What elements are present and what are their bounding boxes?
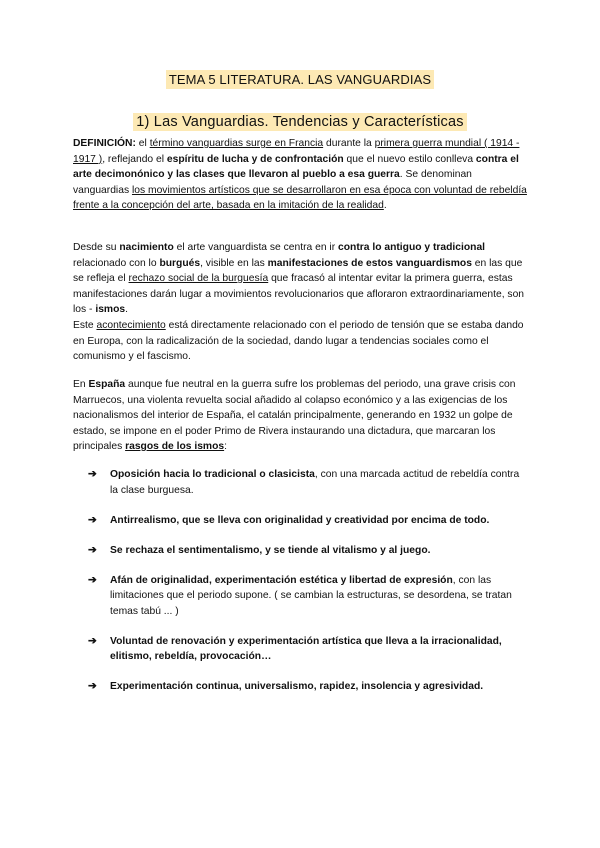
bold-text: ismos	[95, 304, 126, 315]
list-item	[88, 543, 528, 559]
section-heading: 1) Las Vanguardias. Tendencias y Características	[133, 113, 466, 131]
text-span: , reflejando el	[102, 153, 167, 165]
bold-text: Se rechaza el sentimentalismo, y se tiende al vitalismo y al juego.	[110, 544, 431, 556]
list-item	[88, 679, 528, 695]
bold-underlined-text: rasgos de los ismos	[125, 441, 225, 452]
bold-text: Antirrealismo, que se lleva con originalidad y creatividad por encima de todo.	[110, 514, 490, 526]
underlined-text: primera guerra mundial ( 1914 - 1917 )	[73, 138, 520, 165]
paragraph-definition	[73, 136, 528, 214]
text-span: que fracasó al intentar evitar la primera guerra, estas manifestaciones darán lugar a movimientos revolucionarios que afloraron extraordinariamente, son los -	[73, 273, 525, 315]
text-span: , visible en las	[200, 257, 268, 269]
bold-text: nacimiento	[119, 242, 174, 253]
text-span: que el nuevo estilo conlleva	[343, 153, 476, 165]
arrow-bullet-icon: ➔	[88, 469, 97, 480]
traits-list	[88, 467, 528, 709]
text-span: el	[135, 138, 150, 149]
bold-text: contra lo antiguo y tradicional	[338, 242, 486, 253]
text-span: :	[224, 441, 227, 452]
list-item	[88, 573, 528, 620]
paragraph-origin	[73, 240, 528, 318]
subtitle-block	[0, 113, 600, 131]
text-span: .	[383, 200, 387, 211]
definition-label: DEFINICIÓN:	[73, 138, 136, 149]
paragraph-spain	[73, 377, 528, 455]
bold-text: manifestaciones de estos vanguardismos	[267, 257, 472, 269]
bold-text: Afán de originalidad, experimentación estética y libertad de expresión	[110, 574, 453, 586]
text-span: , con las limitaciones que el periodo supone. ( se cambian la estructuras, se desordena, se tratan temas tabú ... )	[110, 574, 512, 617]
underlined-text: acontecimiento	[96, 320, 166, 331]
text-span: , con una marcada actitud de rebeldía contra la clase burguesa.	[110, 469, 520, 496]
list-item	[88, 634, 528, 665]
bold-text: Experimentación continua, universalismo, rapidez, insolencia y agresividad.	[110, 681, 484, 692]
text-span: durante la	[323, 138, 375, 149]
underlined-text: término vanguardias surge en Francia	[149, 138, 324, 149]
paragraph-context	[73, 318, 528, 365]
list-item	[88, 467, 528, 498]
arrow-bullet-icon: ➔	[88, 635, 97, 647]
text-span: aunque fue neutral en la guerra sufre los problemas del periodo, una grave crisis con Marruecos, una violenta revuelta social añadido al colapso económico y a las exigencias de los nacionalismos del interior de España, el catalán principalmente, generando en 1932 un golpe de estado, se impone en el poder Primo de Rivera instaurando una dictadura, que marcaran los principales	[73, 379, 516, 452]
bold-text: Voluntad de renovación y experimentación artística que lleva a la irracionalidad, elitismo, rebeldía, provocación…	[110, 635, 502, 662]
text-span: en las que se refleja el	[73, 257, 523, 284]
arrow-bullet-icon: ➔	[88, 514, 97, 526]
text-span: el arte vanguardista se centra en ir	[173, 242, 339, 253]
list-item	[88, 513, 528, 529]
underlined-text: rechazo social de la burguesía	[128, 273, 269, 284]
bold-text: burgués	[159, 257, 201, 269]
arrow-bullet-icon: ➔	[88, 544, 97, 556]
text-span: En	[73, 379, 89, 390]
title-block	[0, 70, 600, 89]
text-span: .	[125, 304, 128, 315]
bold-text: espíritu de lucha y de confrontación	[166, 153, 344, 165]
text-span: está directamente relacionado con el periodo de tensión que se estaba dando en Europa, con la radicalización de la sociedad, dando lugar a tendencias sociales como el comunismo y el fascismo.	[73, 320, 524, 362]
text-span: relacionado con lo	[73, 257, 160, 269]
underlined-text: los movimientos artísticos que se desarrollaron en esa época con voluntad de rebeldía frente a la concepción del arte, basada en la imitación de la realidad	[73, 184, 527, 211]
bold-text: Oposición hacia lo tradicional o clasicista	[110, 469, 315, 480]
page-title: TEMA 5 LITERATURA. LAS VANGUARDIAS	[166, 70, 434, 89]
text-span: Este	[73, 320, 97, 331]
text-span: Desde su	[73, 242, 120, 253]
arrow-bullet-icon: ➔	[88, 574, 97, 586]
bold-text: España	[88, 379, 126, 390]
bold-text: contra el arte decimonónico y las clases que llevaron al pueblo a esa guerra	[73, 153, 519, 180]
text-span: . Se denominan vanguardias	[73, 169, 472, 196]
arrow-bullet-icon: ➔	[88, 681, 97, 692]
